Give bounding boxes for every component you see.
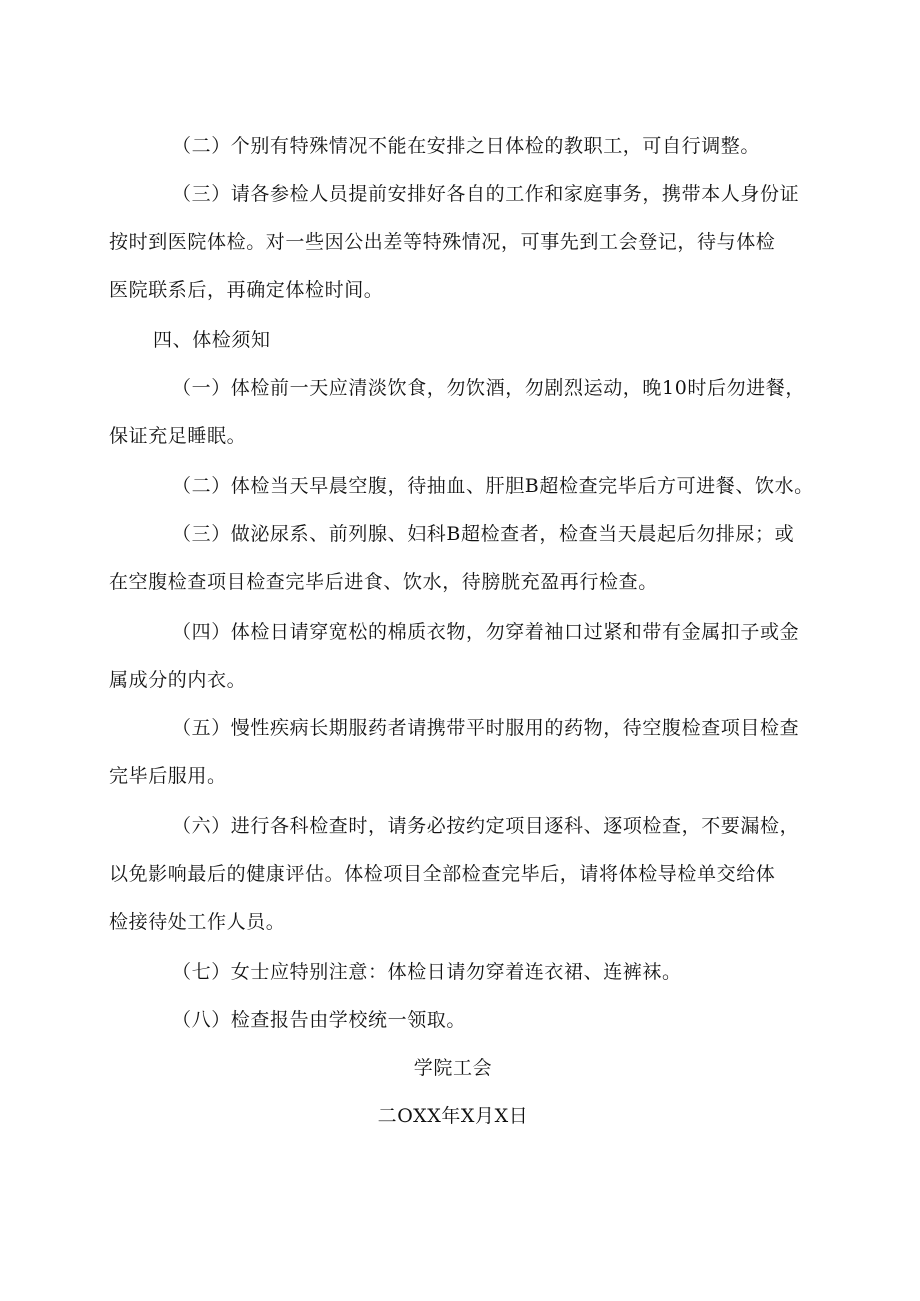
signature-date: 二OXX年X月X日: [377, 1105, 529, 1127]
paragraph-line: 医院联系后，再确定体检时间。: [109, 279, 384, 301]
paragraph-line: （二）个别有特殊情况不能在安排之日体检的教职工，可自行调整。: [172, 135, 761, 157]
paragraph-line: （五）慢性疾病长期服药者请携带平时服用的药物，待空腹检查项目检查: [172, 717, 800, 739]
paragraph-line: （三）请各参检人员提前安排好各自的工作和家庭事务，携带本人身份证: [172, 183, 800, 205]
paragraph-line: 在空腹检查项目检查完毕后进食、饮水，待膀胱充盈再行检查。: [109, 571, 658, 593]
paragraph-line: 检接待处工作人员。: [109, 911, 286, 933]
paragraph-line: 按时到医院体检。对一些因公出差等特殊情况，可事先到工会登记，待与体检: [109, 231, 776, 253]
paragraph-line: （七）女士应特别注意：体检日请勿穿着连衣裙、连裤袜。: [172, 961, 682, 983]
paragraph-line: 以免影响最后的健康评估。体检项目全部检查完毕后，请将体检导检单交给体: [109, 863, 776, 885]
paragraph-line: （一）体检前一天应清淡饮食，勿饮酒，勿剧烈运动，晚10时后勿进餐，: [172, 377, 805, 399]
paragraph-line: 完毕后服用。: [109, 765, 227, 787]
paragraph-line: （八）检查报告由学校统一领取。: [172, 1009, 467, 1031]
signature-org: 学院工会: [413, 1057, 493, 1079]
paragraph-line: （二）体检当天早晨空腹，待抽血、肝胆B超检查完毕后方可进餐、饮水。: [172, 475, 814, 497]
paragraph-line: 保证充足睡眠。: [109, 425, 247, 447]
paragraph-line: （六）进行各科检查时，请务必按约定项目逐科、逐项检查，不要漏检，: [172, 815, 800, 837]
paragraph-line: 属成分的内衣。: [109, 669, 247, 691]
paragraph-line: （三）做泌尿系、前列腺、妇科B超检查者，检查当天晨起后勿排尿；或: [172, 523, 795, 545]
paragraph-line: （四）体检日请穿宽松的棉质衣物，勿穿着袖口过紧和带有金属扣子或金: [172, 621, 800, 643]
section-heading: 四、体检须知: [153, 329, 271, 351]
